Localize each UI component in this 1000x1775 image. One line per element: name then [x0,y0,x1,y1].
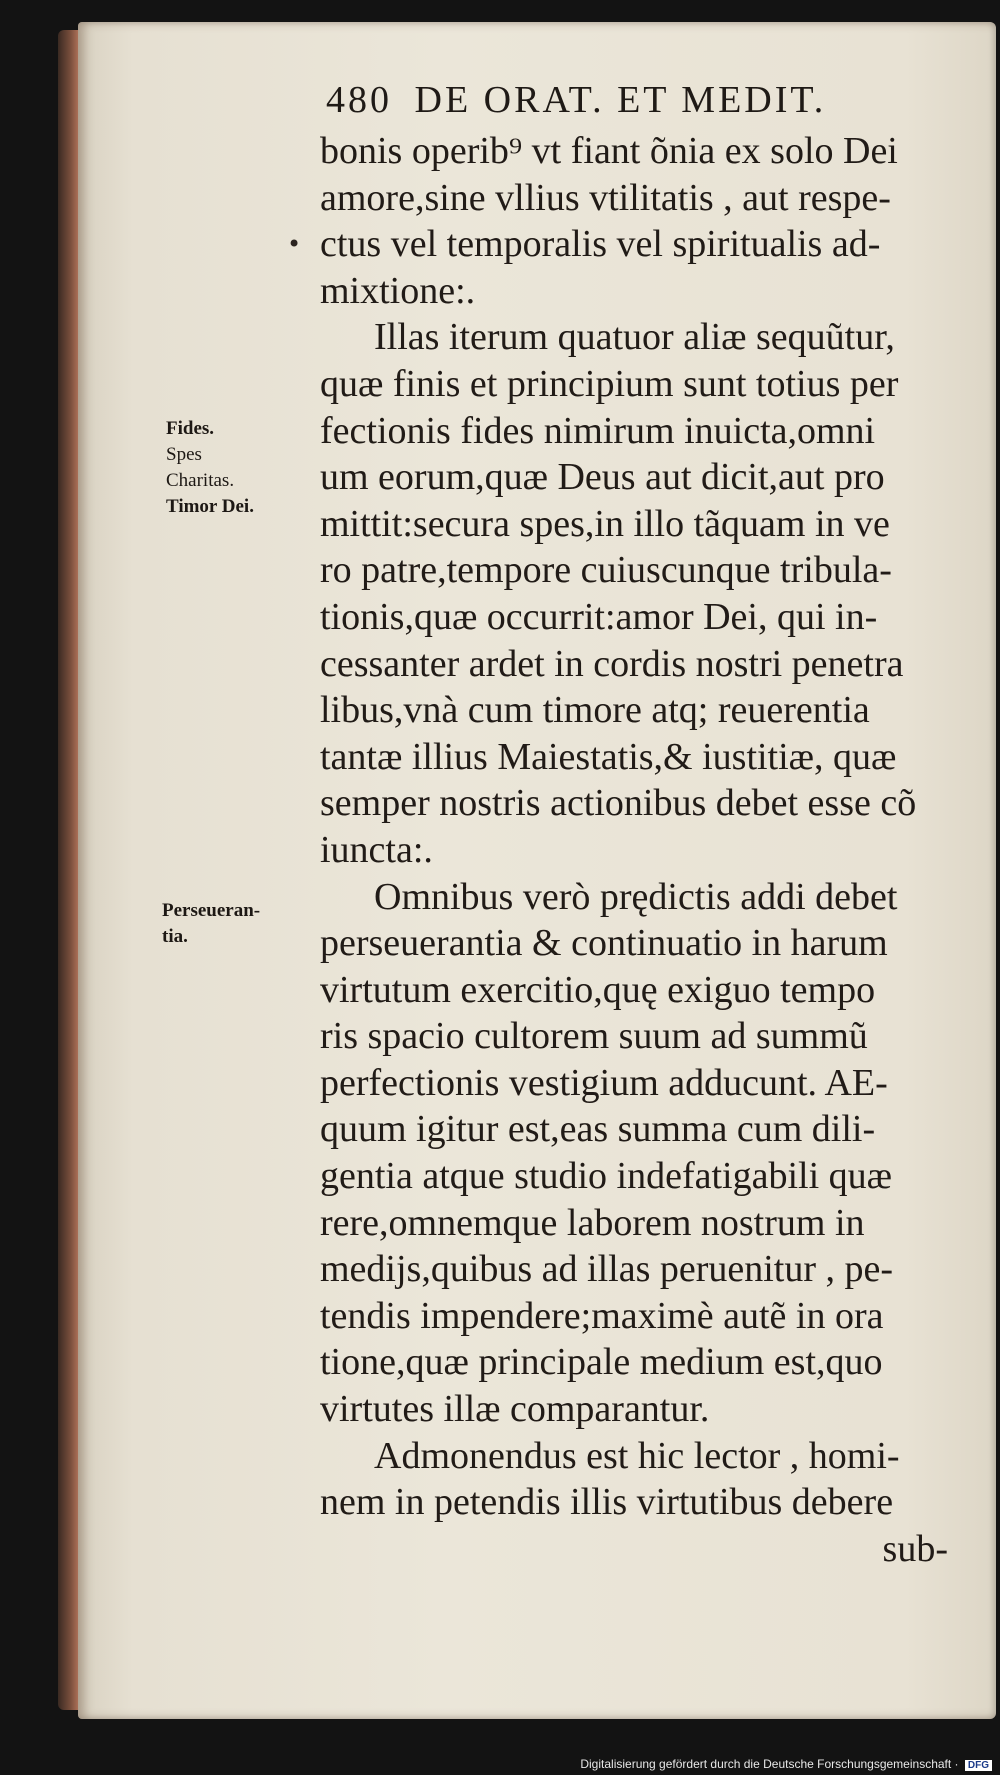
text-line: bonis operib⁹ vt fiant õnia ex solo Dei [320,130,898,172]
margin-note-charitas: Charitas. [166,470,235,491]
text-line: tionis,quæ occurrit:amor Dei, qui in- [320,595,878,638]
text-line: Omnibus verò prędictis addi debet [374,875,898,918]
text-line: ris spacio cultorem suum ad summũ [320,1015,868,1058]
main-text-block [320,128,960,1572]
text-line: semper nostris actionibus debet esse cõ [320,782,917,825]
catchword: sub- [882,1527,948,1570]
text-line: quæ finis et principium sunt totius per [320,362,899,405]
text-line: tione,quæ principale medium est,quo [320,1341,883,1384]
running-title: DE ORAT. ET MEDIT. [414,79,827,121]
text-line: tendis impendere;maximè autẽ in ora [320,1294,884,1337]
running-head [326,78,926,122]
margin-note-perseverance-2: tia. [162,926,188,947]
text-line: ro patre,tempore cuiuscunque tribula- [320,549,892,592]
text-line: rere,omnemque laborem nostrum in [320,1201,865,1244]
text-line: virtutum exercitio,quę exiguo tempo [320,968,876,1011]
text-line: Admonendus est hic lector , homi- [374,1434,900,1477]
text-line: perseuerantia & continuatio in harum [320,922,888,965]
text-line: um eorum,quæ Deus aut dicit,aut pro [320,456,885,499]
text-line: mittit:secura spes,in illo tãquam in ve [320,502,890,545]
text-line: iuncta:. [320,828,433,871]
text-line: quum igitur est,eas summa cum dili- [320,1108,876,1151]
text-line: amore,sine vllius vtilitatis , aut respe- [320,176,891,219]
text-line: fectionis fides nimirum inuicta,omni [320,409,876,452]
digitization-credit [580,1757,992,1771]
margin-note-perseverance [162,898,260,950]
pointer-mark: • [287,230,302,258]
margin-note-virtues [166,416,254,520]
text-line: medijs,quibus ad illas peruenitur , pe- [320,1248,894,1291]
text-line: virtutes illæ comparantur. [320,1388,710,1431]
margin-note-timor-dei: Timor Dei. [166,496,254,517]
credit-text: Digitalisierung gefördert durch die Deutsche Forschungsgemeinschaft · [580,1757,959,1771]
text-line: perfectionis vestigium adducunt. AE- [320,1061,888,1104]
text-line: mixtione:. [320,269,476,312]
margin-note-fides: Fides. [166,418,215,439]
text-line: Illas iterum quatuor aliæ sequũtur, [374,316,895,359]
page-number: 480 [326,79,392,121]
text-line: ctus vel temporalis vel spiritualis ad- [320,223,881,266]
margin-note-spes: Spes [166,444,202,465]
text-line: tantæ illius Maiestatis,& iustitiæ, quæ [320,735,897,778]
text-line: nem in petendis illis virtutibus debere [320,1481,894,1524]
margin-note-perseverance-1: Perseueran- [162,900,261,921]
text-line: cessanter ardet in cordis nostri penetra [320,642,904,685]
text-line: libus,vnà cum timore atq; reuerentia [320,689,870,732]
dfg-logo: DFG [965,1760,992,1771]
text-line: gentia atque studio indefatigabili quæ [320,1155,892,1198]
